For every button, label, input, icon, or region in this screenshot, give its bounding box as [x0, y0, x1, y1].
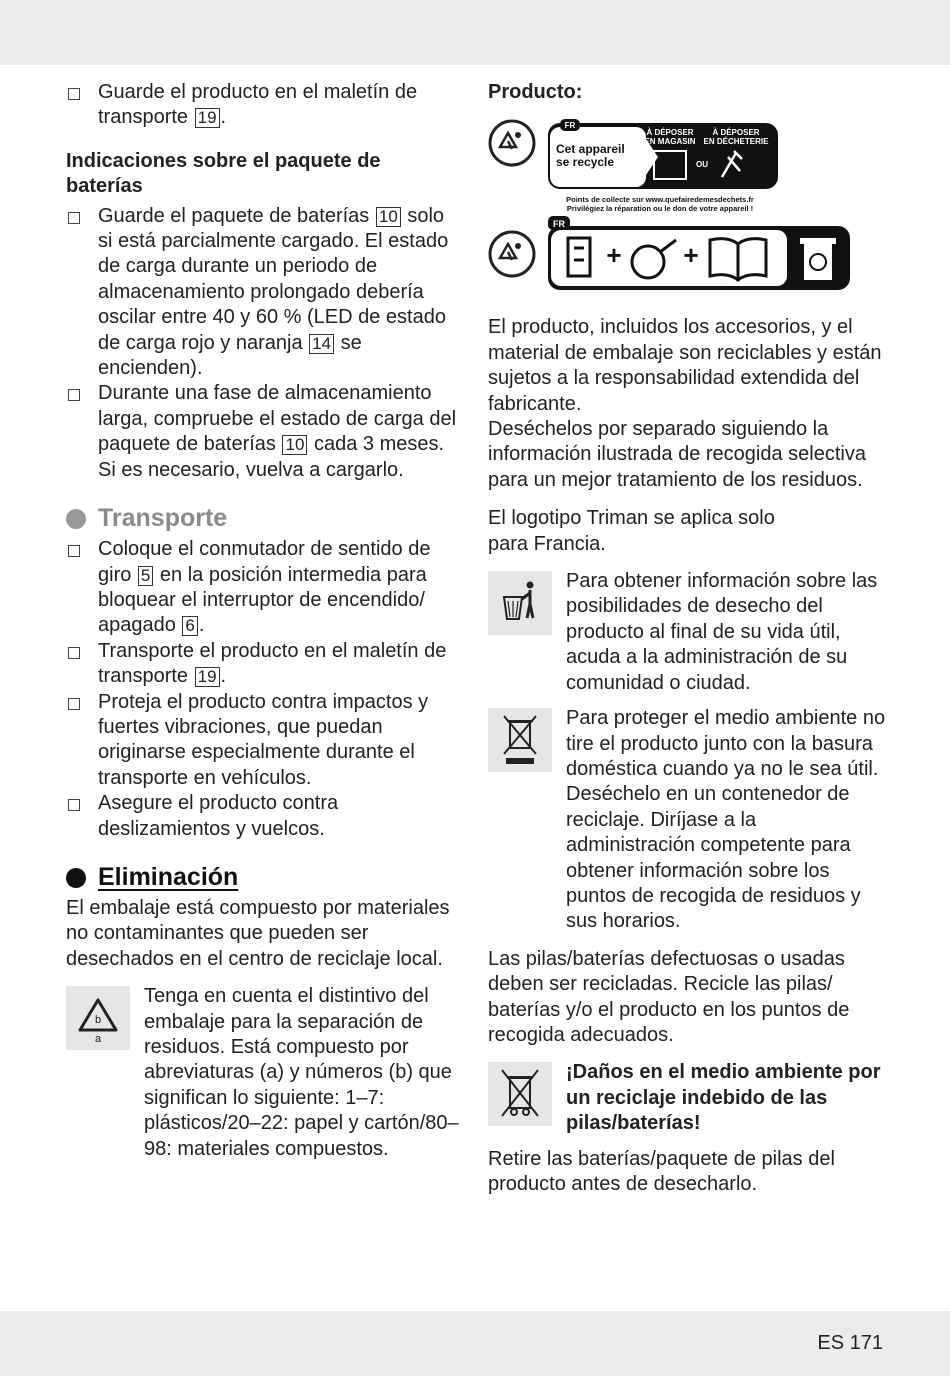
list-item: Asegure el producto contra deslizamientos y vuelcos. — [66, 791, 462, 842]
paragraph: El embalaje está compuesto por materiales no contaminantes que pueden ser desechados en el centro de reciclaje local. — [66, 896, 450, 970]
paragraph: Las pilas/baterías defectuosas o usadas deben ser recicladas. Recicle las pilas/ baterías y/o el producto en los puntos de recogida adecuados. — [488, 947, 850, 1046]
paragraph: El logotipo Triman se aplica solo para Francia. — [488, 507, 775, 555]
recycle-info: b a Tenga en cuenta el distintivo del embalaje para la separación de residuos. Está compuesto por abreviaturas (a) y números (b) que significan lo siguiente: 1–7: plásticos/20–22: papel y cartón/80–98: materiales compuestos. — [66, 984, 462, 1162]
section-bullet-icon — [66, 509, 86, 529]
svg-text:FR: FR — [564, 121, 576, 131]
checkbox-bullet-icon — [68, 799, 80, 811]
header-band — [0, 0, 950, 65]
svg-text:b: b — [94, 1014, 102, 1027]
list-item: Transporte el producto en el maletín de transporte 19 . — [66, 639, 462, 690]
page-number: ES 171 — [817, 1332, 883, 1354]
svg-text:+: + — [606, 240, 622, 271]
part-ref: 19 — [195, 108, 220, 128]
crossed-battery-bin-icon — [488, 1062, 552, 1126]
part-ref: 10 — [376, 207, 401, 227]
svg-text:a: a — [94, 1033, 102, 1046]
person-trash-bin-icon — [488, 571, 552, 635]
svg-text:Points de collecte sur www.que: Points de collecte sur www.quefairedemesdechets.fr — [566, 195, 754, 205]
battery-warning: ¡Daños en el medio ambiente por un reciclaje indebido de las pilas/baterías! — [488, 1060, 888, 1136]
paragraph: Deséchelos por separado siguiendo la información ilustrada de recogida selectiva para un mejor tratamiento de los residuos. — [488, 418, 866, 491]
part-ref: 14 — [309, 334, 334, 354]
svg-text:À DÉPOSER: À DÉPOSER — [712, 128, 760, 138]
section-title-transport: Transporte — [66, 503, 462, 533]
svg-text:À DÉPOSER: À DÉPOSER — [646, 128, 694, 138]
part-ref: 19 — [195, 667, 220, 687]
list-item: Durante una fase de almacenamiento larga, compruebe el estado de carga del paquete de baterías 10 cada 3 meses. Si es necesario, vuelva a cargarlo. — [66, 381, 462, 483]
info-weee: Para proteger el medio ambiente no tire el producto junto con la basura doméstica cuando ya no le sea útil. Deséchelo en un contenedor de reciclaje. Diríjase a la administración competente para obtener información sobre los puntos de recogida de residuos y sus horarios. — [488, 706, 888, 935]
list-item: Coloque el conmutador de sentido de giro 5 en la posición intermedia para bloquear el interruptor de encendido/ apagado 6 . — [66, 537, 462, 639]
product-heading: Producto: — [488, 81, 583, 103]
svg-text:se recycle: se recycle — [556, 155, 615, 170]
triman-label-1 — [488, 117, 888, 218]
footer-band — [0, 1311, 950, 1376]
crossed-bin-icon — [488, 708, 552, 772]
recycle-triangle-icon — [66, 986, 130, 1050]
checkbox-bullet-icon — [68, 389, 80, 401]
paragraph: El producto, incluidos los accesorios, y el material de embalaje son reciclables y están sujetos a la responsabilidad extendida del fabricante. — [488, 316, 882, 415]
list-item: Guarde el producto en el maletín de transporte 19 . — [66, 80, 462, 131]
triman-logo-icon — [490, 121, 534, 165]
list-item: Proteja el producto contra impactos y fuertes vibraciones, que puedan originarse especialmente durante el transporte en vehículos. — [66, 690, 462, 792]
section-title-disposal: Eliminación — [66, 862, 462, 892]
section-bullet-icon — [66, 868, 86, 888]
checkbox-bullet-icon — [68, 545, 80, 557]
part-ref: 6 — [182, 616, 197, 636]
subheading: Indicaciones sobre el paquete de baterías — [66, 149, 381, 198]
right-column — [488, 80, 888, 1197]
checkbox-bullet-icon — [68, 647, 80, 659]
triman-logo-icon — [490, 232, 534, 276]
svg-text:FR: FR — [553, 219, 565, 230]
left-column — [66, 80, 462, 1162]
part-ref: 10 — [282, 435, 307, 455]
list-item: Guarde el paquete de baterías 10 solo si está parcialmente cargado. El estado de carga durante un periodo de almacenamiento prolongado debería oscilar entre 40 y 60 % (LED de estado de carga rojo y naranja 14 se encienden). — [66, 204, 462, 382]
info-disposal: Para obtener información sobre las posibilidades de desecho del producto al final de su vida útil, acuda a la administración de su comunidad o ciudad. — [488, 569, 888, 696]
svg-text:OU: OU — [696, 160, 708, 170]
paragraph: Retire las baterías/paquete de pilas del producto antes de desecharlo. — [488, 1147, 835, 1195]
svg-text:+: + — [683, 240, 699, 271]
triman-label-2 — [488, 216, 888, 299]
svg-text:EN DÉCHETERIE: EN DÉCHETERIE — [703, 137, 769, 147]
svg-text:EN MAGASIN: EN MAGASIN — [644, 137, 696, 147]
checkbox-bullet-icon — [68, 212, 80, 224]
svg-text:Cet appareil: Cet appareil — [556, 142, 625, 157]
checkbox-bullet-icon — [68, 88, 80, 100]
part-ref: 5 — [138, 566, 153, 586]
svg-text:Privilégiez la réparation ou l: Privilégiez la réparation ou le don de votre appareil ! — [566, 204, 754, 214]
checkbox-bullet-icon — [68, 698, 80, 710]
recycle-bin-icon — [800, 238, 836, 280]
